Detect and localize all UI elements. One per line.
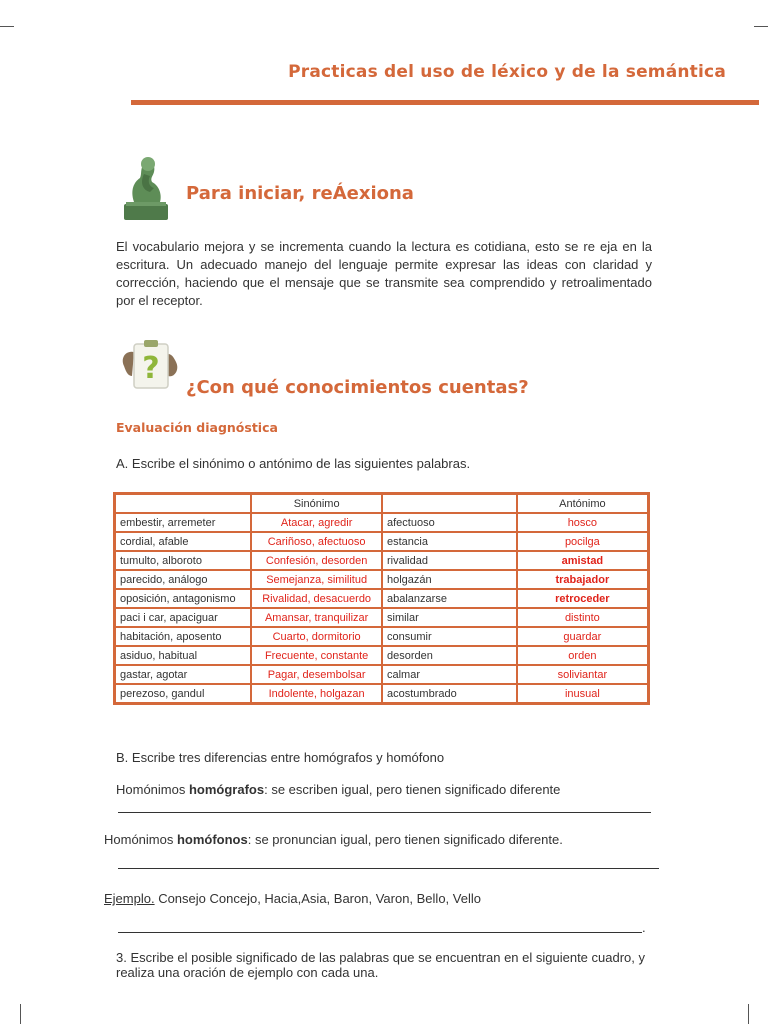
word-cell: asiduo, habitual [115,646,252,665]
answer-line [118,932,642,933]
period-mark: . [642,920,646,935]
table-row [115,513,649,532]
intro-paragraph: El vocabulario mejora y se incrementa cuando la lectura es cotidiana, esto se re eja en la escritura. Un adecuado manejo del lenguaje permite expresar las ideas con claridad y corrección, haciendo que el mensaje que se transmite sea comprendido y retroalimentado por el receptor. [116,239,652,308]
table-row [115,627,649,646]
table-row [115,532,649,551]
vocabulary-table [113,492,650,705]
homografos-prefix: Homónimos [116,782,189,797]
table-row [115,589,649,608]
word-cell: cordial, afable [115,532,252,551]
word-cell: oposición, antagonismo [115,589,252,608]
homofonos-term: homófonos [176,832,248,847]
crop-mark [0,26,14,27]
homografos-rest: : se escriben igual, pero tienen significado diferente [264,782,561,797]
table-row [115,665,649,684]
antonym-answer-cell: soliviantar [517,665,649,684]
word-cell: perezoso, gandul [115,684,252,704]
table-row [115,608,649,627]
table-row [115,570,649,589]
word-cell: abalanzarse [382,589,517,608]
thinker-statue-icon [120,152,172,222]
subheading-evaluacion: Evaluación diagnóstica [116,420,278,435]
instruction-a: A. Escribe el sinónimo o antónimo de las siguientes palabras. [116,456,471,471]
synonym-answer-cell: Amansar, tranquilizar [251,608,382,627]
antonym-answer-cell: hosco [517,513,649,532]
section-title-reflexiona: Para iniciar, reÁexiona [186,183,414,204]
antonym-answer-cell: trabajador [517,570,649,589]
homofonos-definition [104,832,563,847]
word-cell: habitación, aposento [115,627,252,646]
word-cell: holgazán [382,570,517,589]
word-cell: consumir [382,627,517,646]
synonym-answer-cell: Cariñoso, afectuoso [251,532,382,551]
synonym-answer-cell: Atacar, agredir [251,513,382,532]
instruction-3: 3. Escribe el posible significado de las palabras que se encuentran en el siguiente cuadro, y realiza una oración de ejemplo con cada una. [116,950,646,980]
ejemplo-label: Ejemplo. [104,891,155,906]
homografos-term: homógrafos [188,782,265,797]
synonym-answer-cell: Confesión, desorden [251,551,382,570]
table-row [115,646,649,665]
word-cell: tumulto, alboroto [115,551,252,570]
word-cell: similar [382,608,517,627]
word-cell: embestir, arremeter [115,513,252,532]
antonym-answer-cell: distinto [517,608,649,627]
table-header-cell: Antónimo [517,494,649,514]
word-cell: acostumbrado [382,684,517,704]
table-header-cell: Sinónimo [251,494,382,514]
table-header-cell [382,494,517,514]
antonym-answer-cell: inusual [517,684,649,704]
question-clipboard-icon [118,336,182,394]
table-header-row [115,494,649,514]
section-title-conocimientos: ¿Con qué conocimientos cuentas? [186,377,529,398]
word-cell: desorden [382,646,517,665]
homografos-definition [116,782,560,797]
antonym-answer-cell: orden [517,646,649,665]
table-row [115,684,649,704]
crop-mark [754,26,768,27]
word-cell: gastar, agotar [115,665,252,684]
synonym-answer-cell: Frecuente, constante [251,646,382,665]
instruction-b: B. Escribe tres diferencias entre homógrafos y homófono [116,750,445,765]
word-cell: afectuoso [382,513,517,532]
antonym-answer-cell: pocilga [517,532,649,551]
synonym-answer-cell: Indolente, holgazan [251,684,382,704]
word-cell: rivalidad [382,551,517,570]
ejemplo-line [104,891,481,906]
ejemplo-text: Consejo Concejo, Hacia,Asia, Baron, Varon, Bello, Vello [154,891,481,906]
word-cell: paci i car, apaciguar [115,608,252,627]
answer-line [118,812,651,813]
word-cell: calmar [382,665,517,684]
header-divider [131,100,759,105]
synonym-answer-cell: Pagar, desembolsar [251,665,382,684]
synonym-answer-cell: Cuarto, dormitorio [251,627,382,646]
synonym-answer-cell: Semejanza, similitud [251,570,382,589]
homofonos-prefix: Homónimos [104,832,177,847]
homofonos-rest: : se pronuncian igual, pero tienen significado diferente. [247,832,563,847]
table-header-cell [115,494,252,514]
table-row [115,551,649,570]
antonym-answer-cell: guardar [517,627,649,646]
crop-mark [748,1004,749,1024]
page-title: Practicas del uso de léxico y de la semántica [288,62,726,82]
antonym-answer-cell: retroceder [517,589,649,608]
word-cell: estancia [382,532,517,551]
synonym-answer-cell: Rivalidad, desacuerdo [251,589,382,608]
answer-line [118,868,659,869]
antonym-answer-cell: amistad [517,551,649,570]
word-cell: parecido, análogo [115,570,252,589]
crop-mark [20,1004,21,1024]
svg-text:?: ? [142,351,160,386]
